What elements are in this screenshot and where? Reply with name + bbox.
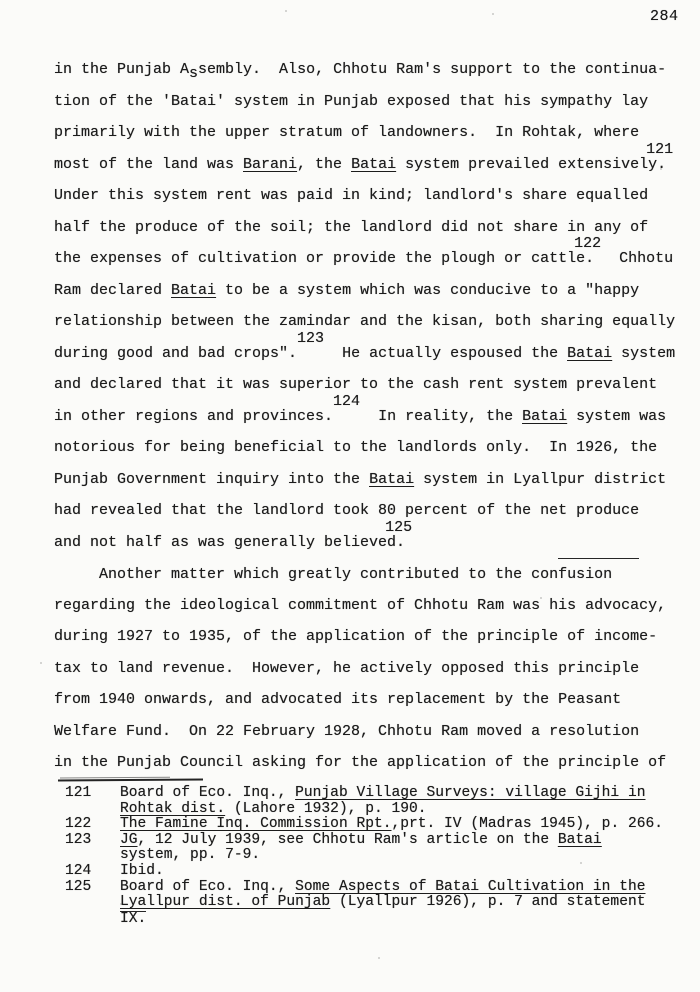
body-line <box>54 329 694 370</box>
underlined-term: Batai <box>171 281 217 299</box>
body-line <box>54 140 694 181</box>
underlined-term: Batai <box>557 831 602 848</box>
underlined-term: Batai <box>369 470 415 488</box>
text-run: Another matter which greatly contributed to the con <box>54 566 559 583</box>
text-run: system in Lyallpur district <box>414 470 667 488</box>
footnote-text <box>120 880 695 927</box>
text-run: in other regions and provinces. <box>54 407 334 425</box>
body-line <box>54 621 694 653</box>
footnote-number: 125 <box>65 878 92 895</box>
scan-speck <box>120 903 122 905</box>
footnote-line <box>120 833 695 849</box>
body-text <box>54 54 694 779</box>
page-number: 284 <box>650 8 679 25</box>
scan-speck <box>580 862 582 864</box>
footnote-entry <box>65 786 695 817</box>
footnote-separator <box>58 778 203 781</box>
text-run: most of the land was <box>54 155 244 173</box>
text-run: ,prt. IV (Madras 1945), p. 266. <box>391 816 663 833</box>
body-line <box>54 495 694 527</box>
text-run: Welfare Fund. On 22 February 1928, Chhotu Ram moved a resolution <box>54 722 640 740</box>
footnote-number: 122 <box>65 816 92 833</box>
text-run: in the Punjab Council asking for the application of the principle of <box>54 754 667 771</box>
text-run: (Lahore 1932), p. 190. <box>225 800 427 817</box>
overlined-text: fusion <box>558 558 639 591</box>
footnote-line <box>120 848 695 864</box>
footnotes <box>65 786 695 926</box>
footnote-entry <box>65 817 695 833</box>
body-line <box>54 54 694 86</box>
text-run: Ram declared <box>54 281 172 299</box>
underlined-term: Punjab Village Surveys: village Gijhi in <box>295 785 646 801</box>
underlined-term: Rohtak dist. <box>120 800 226 817</box>
footnote-line <box>120 802 695 818</box>
footnote-number: 123 <box>65 831 92 848</box>
subscript-char: s <box>189 65 199 82</box>
text-run: half the produce of the soil; the landlord did not share in any of <box>54 218 649 236</box>
underlined-term: Some Aspects of Batai Cultivation in the <box>295 878 646 895</box>
underlined-term: Batai <box>522 407 568 425</box>
text-run: regarding the ideological commitment of Chhotu Ram was his advocacy, <box>54 596 667 614</box>
footnote-line <box>120 817 695 833</box>
text-run: the expenses of cultivation or provide the plough or cattle. <box>54 250 595 267</box>
paragraph <box>54 54 694 558</box>
text-run: tax to land revenue. However, he actively opposed this principle <box>54 659 640 677</box>
text-run: system was <box>567 407 667 425</box>
footnote-line <box>120 786 695 802</box>
text-run: Ibid. <box>120 862 164 879</box>
text-run: system, pp. 7-9. <box>120 847 261 864</box>
footnote-marker: 122 <box>574 235 602 252</box>
footnote-line <box>120 864 695 880</box>
underlined-term: Barani <box>243 155 298 173</box>
body-line <box>54 369 694 401</box>
text-run: Punjab Government inquiry into the <box>54 470 370 488</box>
scan-speck <box>40 662 42 664</box>
body-line <box>54 747 694 779</box>
text-run: notorious for being beneficial to the landlords only. In 1926, the <box>54 439 658 456</box>
text-run: Board of Eco. Inq., <box>120 878 296 895</box>
text-run: to be a system which was conducive to a "happy <box>216 281 640 299</box>
footnote-text <box>120 833 695 864</box>
text-run: Chhotu <box>601 250 674 267</box>
text-run: system <box>612 344 676 362</box>
footnote-line <box>120 895 695 911</box>
text-run: had revealed that the landlord took 80 percent of the net produce <box>54 502 640 519</box>
body-line <box>54 590 694 622</box>
text-run: tion of the 'Batai' system in Punjab exposed that his sympathy lay <box>54 92 649 110</box>
scan-speck <box>285 10 287 12</box>
underlined-term: Batai <box>567 344 613 362</box>
footnote-entry <box>65 880 695 927</box>
body-line <box>54 464 694 496</box>
footnote-line <box>120 911 695 927</box>
body-line <box>54 86 694 118</box>
body-line <box>54 558 694 590</box>
text-run: relationship between the zamindar and the kisan, both sharing equally <box>54 313 676 330</box>
body-line <box>54 306 694 338</box>
text-run: during good and bad crops". <box>54 344 298 362</box>
underlined-term: The Famine Inq. Commission Rpt. <box>120 816 392 833</box>
body-line <box>54 275 694 307</box>
body-line <box>54 716 694 748</box>
text-run: Board of Eco. Inq., <box>120 785 296 801</box>
footnote-text <box>120 786 695 817</box>
text-run: , the <box>297 155 352 173</box>
footnote-entry <box>65 864 695 880</box>
body-line <box>54 180 694 212</box>
text-run: , 12 July 1939, see Chhotu Ram's article on the <box>137 831 558 848</box>
text-run: primarily with the upper stratum of landowners. In Rohtak, where <box>54 124 640 141</box>
text-run: and not half as was generally believed. <box>54 533 406 551</box>
footnote-marker: 124 <box>333 392 361 410</box>
underlined-term: Lyallpur dist. of Punjab <box>120 894 331 911</box>
underlined-term: JG <box>120 831 138 848</box>
text-run: He actually espoused the <box>324 344 568 362</box>
footnote-marker: 125 <box>385 518 413 536</box>
paragraph <box>54 558 694 779</box>
footnote-number: 121 <box>65 785 92 801</box>
text-run: and declared that it was superior to the cash rent system prevalent <box>54 376 658 393</box>
text-run: from 1940 onwards, and advocated its replacement by the Peasant <box>54 691 622 708</box>
footnote-marker: 121 <box>646 140 674 158</box>
text-run: (Lyallpur 1926), p. 7 and statement <box>330 894 646 911</box>
text-run: during 1927 to 1935, of the application of the principle of income- <box>54 628 658 645</box>
footnote-text <box>120 864 695 880</box>
text-run: sembly. Also, Chhotu Ram's support to the continua- <box>198 61 667 78</box>
footnote-text <box>120 817 695 833</box>
footnote-entry <box>65 833 695 864</box>
scan-speck <box>492 13 494 15</box>
footnote-number: 124 <box>65 862 92 879</box>
body-line <box>54 117 694 149</box>
footnote-marker: 123 <box>297 329 325 347</box>
footnote-line <box>120 880 695 896</box>
text-run: Under this system rent was paid in kind; landlord's share equalled <box>54 187 649 204</box>
scan-speck <box>540 597 542 599</box>
scan-speck <box>660 168 662 170</box>
scan-speck <box>378 957 380 959</box>
text-run: in the Punjab A <box>54 61 190 78</box>
body-line <box>54 432 694 464</box>
body-line <box>54 684 694 716</box>
body-line <box>54 235 694 275</box>
text-run: system prevailed extensively. <box>396 155 667 173</box>
body-line <box>54 518 694 559</box>
overlined-text: IX. <box>120 910 147 927</box>
body-line <box>54 653 694 685</box>
underlined-term: Batai <box>351 155 397 173</box>
text-run: In reality, the <box>360 407 523 425</box>
body-line <box>54 392 694 433</box>
